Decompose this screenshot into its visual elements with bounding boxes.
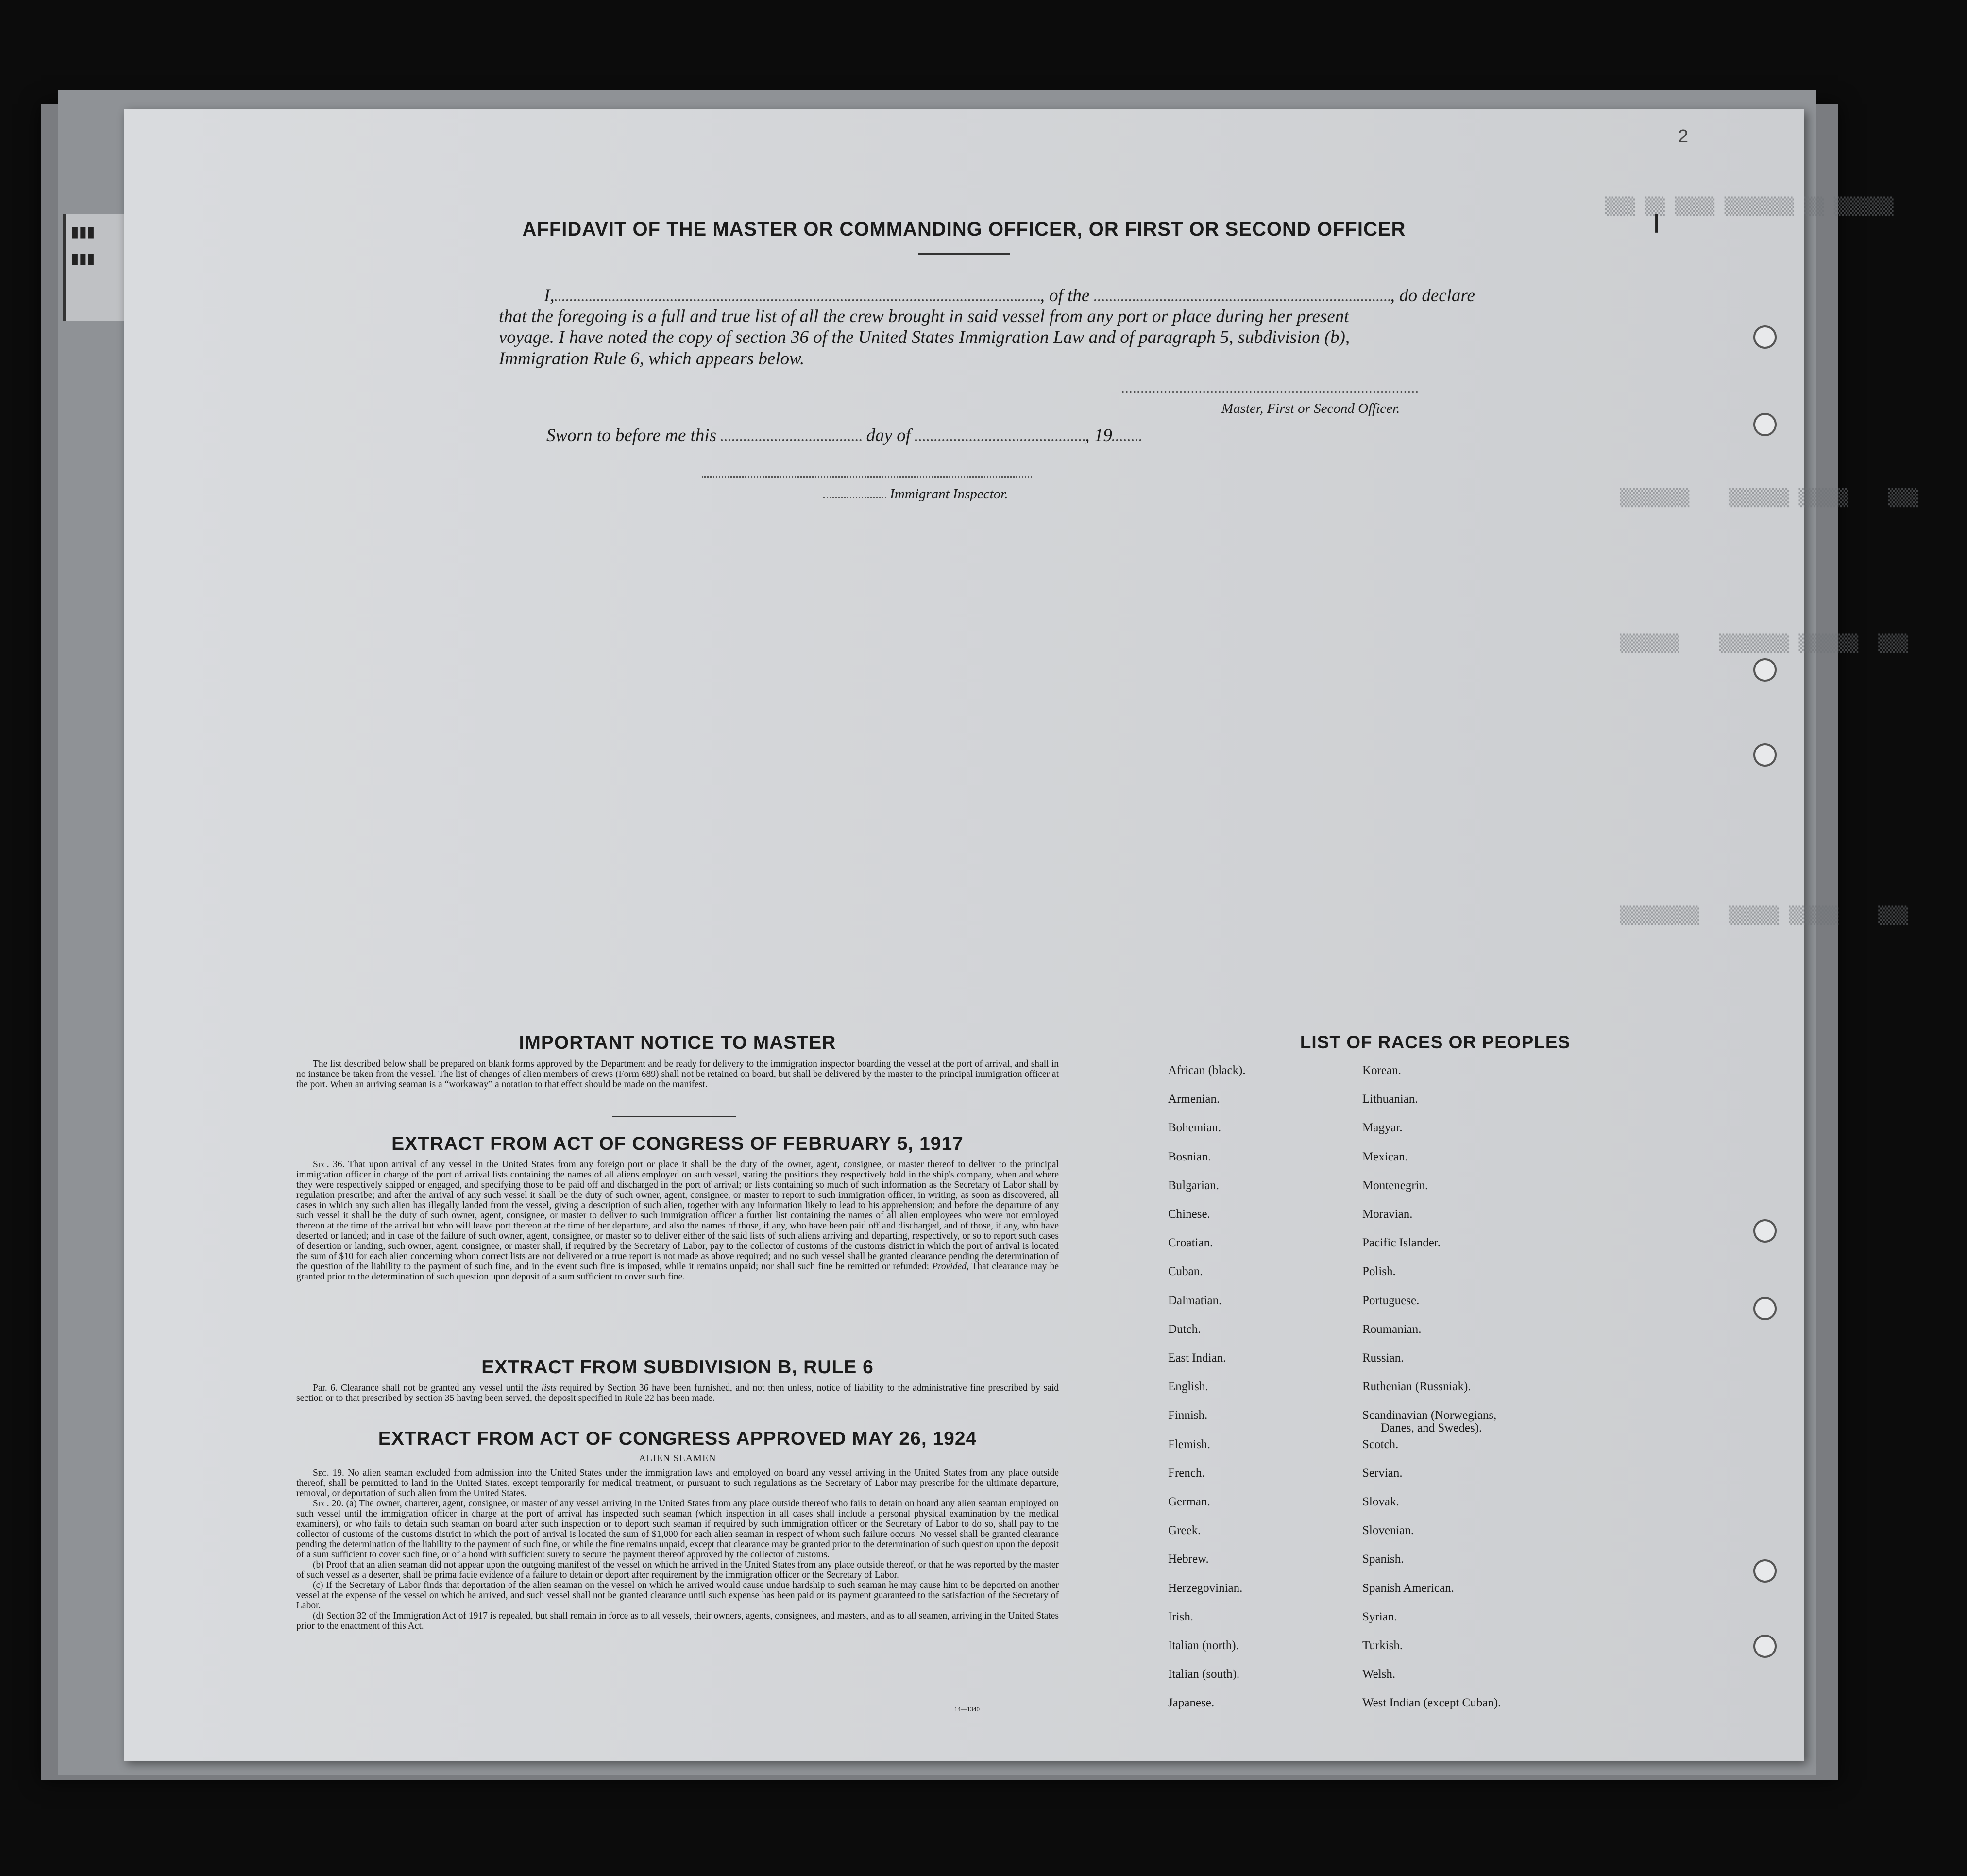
rule6-text-a: Par. 6. Clearance shall not be granted any vessel until the xyxy=(313,1383,538,1393)
race-item: Greek. xyxy=(1168,1524,1201,1537)
race-item: Servian. xyxy=(1362,1467,1403,1480)
race-item: Korean. xyxy=(1362,1064,1401,1077)
extract-rule6-title: EXTRACT FROM SUBDIVISION B, RULE 6 xyxy=(481,1357,874,1378)
document-page xyxy=(124,109,1918,1761)
race-item: Spanish. xyxy=(1362,1552,1404,1566)
race-item: German. xyxy=(1168,1495,1210,1508)
do-declare-label: , do declare xyxy=(1390,286,1475,306)
inspector-signature-field[interactable] xyxy=(702,476,1032,478)
race-item: Syrian. xyxy=(1362,1610,1397,1623)
section-36-body: That upon arrival of any vessel in the United States from any foreign port or place it shall be the duty of the owner, agent, consignee, or master thereof to deliver to the principal immigration officer in charge of the port of arrival lists containing the names of all aliens employed on such vessel, stating the positions they respectively hold in the ship's company, when and where they were respectively shipped or engaged, and specifying those to be paid off and discharged in the port of arrival; or lists containing so much of such information as the Secretary of Labor shall by regulation prescribe; and after the arrival of any such vessel it shall be the duty of such owner, agent, consignee, or master to report to such immigration officer, in writing, as soon as discovered, all cases in which any such alien has illegally landed from the vessel, giving a description of such alien, together with any information likely to lead to his apprehension; and before the departure of any such vessel it shall be the duty of such owner, agent, consignee, or master to deliver to such immigration officer a further list containing the names of all alien employees who were not employed thereon at the time of the arrival but who will leave port thereon at the time of her departure, and also the names of those, if any, who have been paid off and discharged, and of those, if any, who have deserted or landed; and in case of the failure of such owner, agent, consignee, or master so to deliver either of the said lists of such aliens arriving and departing, respectively, or so to report such cases of desertion or landing, such owner, agent, consignee, or master shall, if required by the Secretary of Labor, pay to the collector of customs of the customs district in which the port of arrival is located the sum of $10 for each alien concerning whom correct lists are not delivered or a true report is not made as above required; and no such vessel shall be granted clearance pending the determination of the question of the liability to the payment of such fine, and in the event such fine is imposed, while it remains unpaid; nor shall such fine be remitted or refunded: xyxy=(296,1160,1059,1272)
race-item: Portuguese. xyxy=(1362,1294,1420,1307)
race-item: Herzegovinian. xyxy=(1168,1582,1243,1595)
punch-hole xyxy=(1753,1635,1777,1658)
race-item: Flemish. xyxy=(1168,1438,1210,1451)
race-item: Scotch. xyxy=(1362,1438,1399,1451)
race-item: Moravian. xyxy=(1362,1208,1413,1221)
race-item: Irish. xyxy=(1168,1610,1194,1623)
left-edge-stamp: ▮▮▮ ▮▮▮ xyxy=(63,214,129,321)
bleed-through-text: ▒▒▒▒▒▒ ▒▒▒▒▒▒▒ ▒▒▒▒▒▒ ▒▒▒ xyxy=(1620,634,1908,653)
punch-hole xyxy=(1753,743,1777,767)
race-item: Hebrew. xyxy=(1168,1552,1209,1566)
extract-1917-title: EXTRACT FROM ACT OF CONGRESS OF FEBRUARY 5, 1917 xyxy=(391,1133,964,1154)
race-item: Bulgarian. xyxy=(1168,1179,1219,1192)
notice-text xyxy=(296,1059,1059,1090)
extract-1924-text xyxy=(296,1468,1059,1631)
race-item-continuation: Danes, and Swedes). xyxy=(1381,1421,1482,1434)
race-item: Magyar. xyxy=(1362,1121,1403,1134)
section-36-label: Sec. 36. xyxy=(313,1160,345,1170)
race-item: Scandinavian (Norwegians, xyxy=(1362,1409,1497,1422)
race-item: Dutch. xyxy=(1168,1323,1201,1336)
race-item: English. xyxy=(1168,1380,1208,1393)
race-item: Armenian. xyxy=(1168,1092,1220,1106)
bleed-through-text: ▒▒▒▒▒▒▒ ▒▒▒▒▒▒ ▒▒▒▒▒ ▒▒▒ xyxy=(1620,488,1918,508)
page-number: 2 xyxy=(1678,126,1689,147)
day-of-label: day of xyxy=(866,426,911,445)
sworn-month-field[interactable] xyxy=(915,428,1085,441)
rule6-lists-word: lists xyxy=(541,1383,557,1393)
affidavit-line-4: Immigration Rule 6, which appears below. xyxy=(499,349,805,369)
punch-hole xyxy=(1753,658,1777,682)
race-item: Finnish. xyxy=(1168,1409,1208,1422)
bleed-through-text: ▒▒▒ ▒▒ ▒▒▒▒ ▒▒▒▒▒▒▒ ▒▒ ▒▒▒▒▒▒ xyxy=(1605,197,1894,216)
punch-hole xyxy=(1753,1559,1777,1583)
alien-seamen-subtitle: ALIEN SEAMEN xyxy=(639,1453,716,1464)
race-item: African (black). xyxy=(1168,1064,1246,1077)
extract-1924-title: EXTRACT FROM ACT OF CONGRESS APPROVED MAY 26, 1924 xyxy=(378,1428,977,1449)
race-item: Italian (north). xyxy=(1168,1639,1239,1652)
race-item: Croatian. xyxy=(1168,1236,1213,1249)
race-item: Ruthenian (Russniak). xyxy=(1362,1380,1471,1393)
inspector-name-field[interactable] xyxy=(823,488,886,498)
races-title: LIST OF RACES OR PEOPLES xyxy=(1300,1032,1571,1052)
affidavit-line-2: that the foregoing is a full and true list of all the crew brought in said vessel from any port or place during her present xyxy=(499,307,1349,326)
punch-hole xyxy=(1753,413,1777,436)
notice-rule xyxy=(612,1116,736,1117)
master-signature-label: Master, First or Second Officer. xyxy=(1221,401,1400,416)
punch-hole xyxy=(1753,325,1777,349)
race-item: Bohemian. xyxy=(1168,1121,1221,1134)
notice-title: IMPORTANT NOTICE TO MASTER xyxy=(519,1032,836,1053)
inspector-label-line xyxy=(823,486,1008,502)
sworn-year-field[interactable] xyxy=(1112,428,1141,441)
affidavit-title: AFFIDAVIT OF THE MASTER OR COMMANDING OFFICER, OR FIRST OR SECOND OFFICER xyxy=(522,219,1406,240)
section-20b-body: (b) Proof that an alien seaman did not appear upon the outgoing manifest of the vessel on which he arrived in the United States from any place outside thereof, or that he was reported by the master of such vessel as a deserter, shall be prima facie evidence of a failure to detain or deport after requirement by the immigration officer or the Secretary of Labor. xyxy=(296,1560,1059,1580)
race-item: Spanish American. xyxy=(1362,1582,1454,1595)
provided-word: Provided, xyxy=(932,1262,969,1272)
race-item: Pacific Islander. xyxy=(1362,1236,1441,1249)
race-item: Turkish. xyxy=(1362,1639,1403,1652)
affidavit-line-1 xyxy=(544,285,1475,306)
inspector-label: Immigrant Inspector. xyxy=(890,486,1008,502)
master-signature-field[interactable] xyxy=(1122,391,1418,393)
title-rule xyxy=(918,253,1010,255)
vessel-name-field[interactable] xyxy=(1094,289,1390,301)
bleed-through-text: ▒▒▒▒▒▒▒▒ ▒▒▒▒▒ ▒▒▒▒▒ ▒▒▒ xyxy=(1620,906,1908,925)
section-20a-body: (a) The owner, charterer, agent, consignee, or master of any vessel arriving in the United States from any place outside thereof who fails to detain on board any alien seaman employed on such vessel until the immigration officer in charge at the port of arrival has inspected such seaman (which inspection in all cases shall include a personal physical examination by the medical examiners), or who fails to detain such seaman on board after such inspection or to deport such seaman if required by such immigration officer or the Secretary of Labor to do so, shall pay to the collector of customs of the customs district in which the port of arrival is located the sum of $1,000 for each alien seaman in respect of whom such failure occurs. No vessel shall be granted clearance pending the determination of the liability to the payment of such fine, or while the fine remains unpaid, except that clearance may be granted prior to the determination of such question upon the deposit of a sum sufficient to cover such fine, or of a bond with sufficient surety to secure the payment thereof approved by the collector of customs. xyxy=(296,1499,1059,1560)
race-item: Montenegrin. xyxy=(1362,1179,1428,1192)
extract-rule6-text xyxy=(296,1383,1059,1403)
rule6-text-b: required by Section 36 have been furnished, and not then unless, notice of liability to the administrative fine prescribed by said section or to that prescribed by section 35 having been served, the deposit specified in Rule 22 has been made. xyxy=(296,1383,1059,1403)
punch-hole xyxy=(1753,1219,1777,1243)
section-36-end: That clearance may be granted prior to the determination of such question upon deposit of a sum sufficient to cover such fine. xyxy=(296,1262,1059,1282)
race-item: Welsh. xyxy=(1362,1668,1396,1681)
race-item: East Indian. xyxy=(1168,1351,1226,1364)
extract-1917-text xyxy=(296,1160,1059,1282)
race-item: Chinese. xyxy=(1168,1208,1210,1221)
declarant-name-field[interactable] xyxy=(555,289,1040,301)
race-item: Mexican. xyxy=(1362,1150,1408,1163)
race-item: Japanese. xyxy=(1168,1696,1215,1709)
declarant-prefix: I, xyxy=(544,286,555,306)
sworn-day-field[interactable] xyxy=(721,428,862,441)
race-item: Roumanian. xyxy=(1362,1323,1422,1336)
of-the-label: , of the xyxy=(1040,286,1090,306)
margin-mark: | xyxy=(1654,211,1660,233)
race-item: Bosnian. xyxy=(1168,1150,1211,1163)
year-prefix-label: , 19 xyxy=(1085,426,1112,445)
race-item: Polish. xyxy=(1362,1265,1396,1278)
sworn-line xyxy=(546,425,1141,446)
race-item: Cuban. xyxy=(1168,1265,1203,1278)
race-item: Italian (south). xyxy=(1168,1668,1240,1681)
race-item: Russian. xyxy=(1362,1351,1404,1364)
race-item: Slovak. xyxy=(1362,1495,1399,1508)
race-item: Dalmatian. xyxy=(1168,1294,1222,1307)
race-item: Slovenian. xyxy=(1362,1524,1414,1537)
race-item: French. xyxy=(1168,1467,1205,1480)
section-19-label: Sec. 19. xyxy=(313,1468,344,1478)
punch-hole xyxy=(1753,1297,1777,1320)
race-item: Lithuanian. xyxy=(1362,1092,1418,1106)
section-20c-body: (c) If the Secretary of Labor finds that deportation of the alien seaman on the vessel on which he arrived would cause undue hardship to such seaman he may cause him to be deported on another vessel at the expense of the vessel on which he arrived, and such vessel shall not be granted clearance until such expense has been paid or its payment guaranteed to the satisfaction of the Secretary of Labor. xyxy=(296,1580,1059,1611)
sworn-label: Sworn to before me this xyxy=(546,426,717,445)
race-item: West Indian (except Cuban). xyxy=(1362,1696,1501,1709)
affidavit-line-3: voyage. I have noted the copy of section 36 of the United States Immigration Law and of paragraph 5, subdivision (b), xyxy=(499,327,1350,347)
section-20d-body: (d) Section 32 of the Immigration Act of 1917 is repealed, but shall remain in force as to all vessels, their owners, agents, consignees, and masters, and as to all seamen, arriving in the United States prior to the enactment of this Act. xyxy=(296,1611,1059,1631)
form-number: 14—1340 xyxy=(954,1705,980,1713)
notice-paragraph: The list described below shall be prepared on blank forms approved by the Department and be ready for delivery to the immigration inspector boarding the vessel at the port of arrival, and shall in no instance be taken from the vessel. The list of changes of alien members of crews (Form 689) shall not be retained on board, but shall be delivered by the master to the principal immigration officer at the port. When an arriving seaman is a “workaway” a notation to that effect should be made on the manifest. xyxy=(296,1059,1059,1090)
section-20-label: Sec. 20. xyxy=(313,1499,344,1509)
section-19-body: No alien seaman excluded from admission into the United States under the immigration laws and employed on board any vessel arriving in the United States from any place outside thereof, shall be permitted to land in the United States, except temporarily for medical treatment, or pursuant to such regulations as the Secretary of Labor may prescribe for the ultimate departure, removal, or deportation of such alien from the United States. xyxy=(296,1468,1059,1499)
